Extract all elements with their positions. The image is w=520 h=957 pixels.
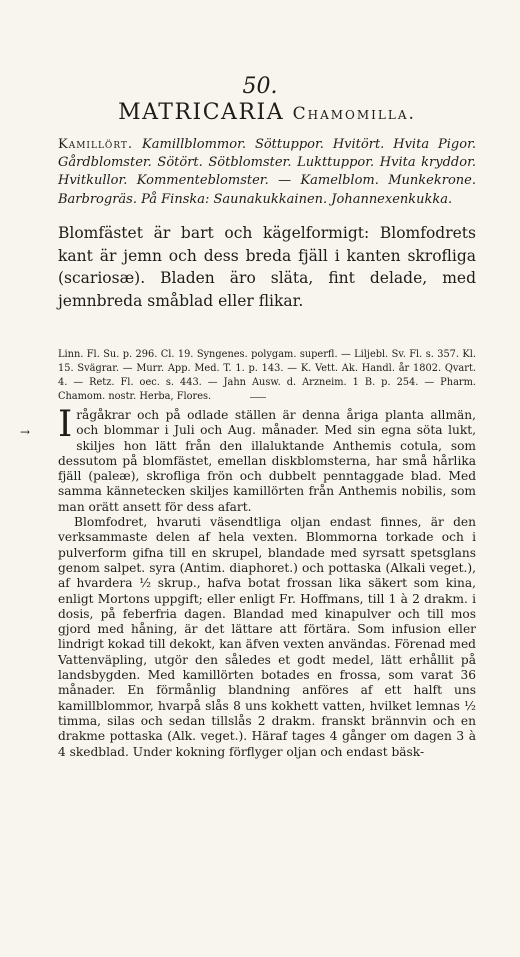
main-text <box>58 404 476 760</box>
genus-name: MATRICARIA <box>118 100 285 125</box>
species-name: Chamomilla. <box>292 104 416 124</box>
species-title <box>58 100 476 125</box>
paragraph-1-text: rågåkrar och på odlade ställen är denna åriga planta allmän, och blommar i Juli och Aug. månader. Med sin egna söta lukt, skiljes hon lätt från den illaluktande Anthemis cotula, som dessutom på blomfästet, emellan diskblomsterna, har små hårlika fjäll (paleæ), skrofliga frön och dubbelt penntaggade blad. Med samma kännetecken skiljes kamillörten från Anthemis nobilis, som man orätt ansett för dess afart. <box>58 408 476 514</box>
page-number: 50. <box>242 74 278 99</box>
section-divider <box>250 397 266 398</box>
margin-arrow-mark: → <box>20 425 31 439</box>
literature-references: Linn. Fl. Su. p. 296. Cl. 19. Syngenes. polygam. superfl. — Liljebl. Sv. Fl. s. 357. Kl. 15. Svägrar. — Murr. App. Med. T. 1. p. 143. — K. Vett. Ak. Handl. år 1802. Qvart. 4. — Retz. Fl. oec. s. 443. — Jahn Ausw. d. Arzneim. 1 B. p. 254. — Pharm. Chamom. nostr. Herba, Flores. <box>58 349 476 402</box>
paragraph-1 <box>58 404 476 515</box>
vernacular-names <box>58 136 476 209</box>
vernacular-lead: Kamillört. <box>58 137 134 152</box>
drop-cap: I <box>58 404 73 445</box>
vernacular-list: Kamillblommor. Söttuppor. Hvitört. Hvita Pigor. Gårdblomster. Sötört. Sötblomster. Lukttuppor. Hvita kryddor. Hvitkullor. Kommenteblomster. — Kamelblom. Munkekrone. Barbrogräs. På Finska: Saunakukkainen. Johannexenkukka. <box>58 137 476 207</box>
paragraph-2: Blomfodret, hvaruti väsendtliga oljan endast finnes, är den verksammaste delen af hela vexten. Blommorna torkade och i pulverform gifna till en skrupel, blandade med syrsatt spetsglans genom salpet. syra (Antim. diaphoret.) och pottaska (Alkali veget.), af hvardera ½ skrup., hafva botat frossan lika säkert som kina, enligt Mortons uppgift; eller enligt Fr. Hoffmans, till 1 à 2 drakm. i dosis, på feberfria dagen. Blandad med kinapulver och till mos gjord med håning, är det lättare att förtära. Som infusion eller lindrigt kokad till dekokt, kan äfven vexten användas. Förenad med Vattenväpling, utgör den således et godt medel, lätt erhållit på landsbygden. Med kamillörten botades en frossa, som varat 36 månader. En förmånlig blandning anföres af ett halft uns kamillblommor, hvarpå slås 8 uns kokhett vatten, hvilket lemnas ½ timma, silas och sedan tillslås 2 drakm. franskt brännvin och en drakme pottaska (Alk. veget.). Häraf tages 4 gånger om dagen 3 à 4 skedblad. Under kokning förflyger oljan och endast bäsk- <box>58 515 476 759</box>
botanical-description: Blomfästet är bart och kägelformigt: Blomfodrets kant är jemn och dess breda fjäll i kanten skrofliga (scariosæ). Bladen äro släta, fint delade, med jemnbreda småblad eller flikar. <box>58 224 476 310</box>
